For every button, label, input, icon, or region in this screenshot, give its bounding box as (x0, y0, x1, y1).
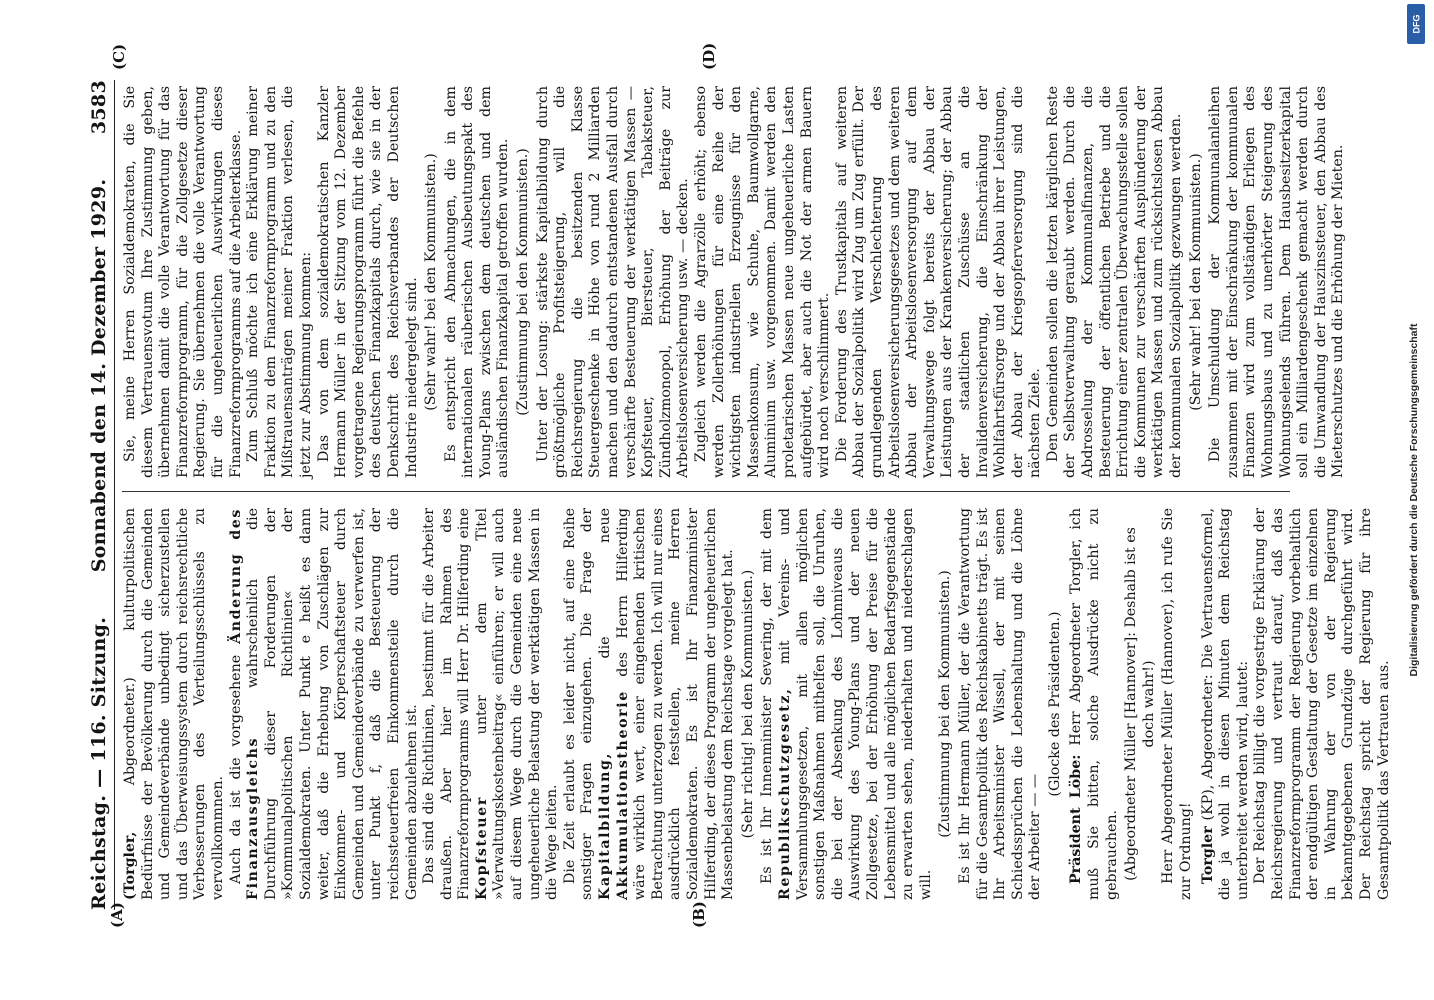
paragraph-text: kulturpolitischen Bedürfnisse der Bevölkerung durch die Gemeinden und Gemeindeverbände unbedingt sicherzustellen und das Überweisungssystem durch reichsrechtliche Verbesserungen des Verteilungsschlüssels zu vervollkommnen. (122, 507, 226, 900)
column-divider (122, 491, 1290, 492)
margin-mark-b: (B) (690, 901, 708, 928)
interjection: (Sehr richtig! bei den Kommunisten.) (739, 569, 756, 839)
interjection: (Abgeordneter Müller [Hannover]: Deshalb ist es doch wahr!) (1123, 527, 1157, 881)
text-run: Es ist Ihr Innenminister Severing, der mit dem (759, 508, 776, 884)
emphasis: Änderung des Finanzausgleichs (227, 507, 262, 900)
paragraph (421, 508, 562, 900)
speaker-name: Torgler (1199, 826, 1216, 884)
speaker-name: Präsident Löbe: (1068, 754, 1085, 884)
text-run: wahrscheinlich die Durchführung dieser Forderungen der »Kommunalpolitischen Richtlinien« der Sozialdemokraten. Unter Punkt e heißt es dann weiter, daß die Erhebung von Zuschlägen zur Einkommen- und Körperschaftsteuer durch Gemeinden und Gemeindeverbände zu verwerfen ist, unter Punkt f, daß die Besteuerung der reichssteuerfreien Einkommensteile durch die Gemeinden abzulehnen ist. (245, 507, 420, 900)
text-run: des Herrn Hilferding wäre wirklich wert, einer eingehenden kritischen Betrachtung unterzogen zu werden. Ich will nur eines ausdrücklich feststellen, meine Herren Sozialdemokraten. Es ist Ihr Finanzminister Hilferding, der dieses Programm der ungeheuerlichen Massenbelastung dem Reichstage vorgelegt hat. (614, 507, 737, 900)
paragraph: Den Gemeinden sollen die letzten kärglichen Reste der Selbstverwaltung geraubt werden. Durch die Abdrosselung der Kommunalfinanzen, die Besteuerung der öffentlichen Betriebe und die Errichtung einer zentralen Überwachungsstelle sollen die Kommunen zur verschärften Ausplünderung der werktätigen Massen und zum rücksichtslosen Abbau der kommunalen Sozialpolitik gezwungen werden. (1044, 86, 1185, 478)
margin-mark-a: (A) (108, 902, 126, 928)
paragraph (228, 508, 422, 900)
interjection: (Glocke des Präsidenten.) (1046, 611, 1063, 797)
text-run: (KP), Abgeordneter: Die Vertrauensformel, die ja wohl in diesen Minuten dem Reichstag unterbreitet werden wird, lautet: (1199, 507, 1251, 900)
interjection: (Zustimmung bei den Kommunisten.) (515, 148, 532, 416)
speaker-name: (Torgler, (122, 831, 138, 900)
emphasis: Kapitalbildung, (597, 751, 614, 900)
paragraph: Unter der Losung: stärkste Kapitalbildung durch größtmögliche Profitsteigerung, will die Reichsregierung die besitzenden Klasse Steuergeschenke in Höhe von rund 2 Milliarden machen und den dadurch entstandenen Ausfall durch verschärfte Besteuerung der werktätigen Massen — Kopfsteuer, Biersteuer, Tabaksteuer, Zündholzmonopol, Erhöhung der Beiträge zur Arbeitslosenversicherung usw. — decken. (534, 86, 692, 478)
page-number: 3583 (88, 80, 110, 135)
left-column (122, 508, 1393, 900)
paragraph: Das von dem sozialdemokratischen Kanzler Hermann Müller in der Sitzung vom 12. Dezember vorgetragene Regierungsprogramm führt die Befehle des deutschen Finanzkapitals durch, wie sie in der Denkschrift des Reichsverbandes der Deutschen Industrie niedergelegt sind. (315, 86, 420, 478)
speaker-role: Abgeordneter.) (122, 677, 138, 786)
text-run: Auch da ist die vorgesehene (227, 654, 244, 884)
text-run: Das sind die Richtlinien, bestimmt für die Arbeiter draußen. Aber hier im Rahmen des Finanzreformprogramms will Herr Dr. Hilferding eine (421, 508, 473, 900)
margin-mark-d: (D) (700, 42, 718, 70)
paragraph: Die Umschuldung der Kommunalanleihen zusammen mit der Einschränkung der kommunalen Finanzen wird zum vollständigen Erliegen des Wohnungsbaus und zu unerhörter Steigerung des Wohnungselends führen. Dem Hausbesitzerkapital soll ein Milliardengeschenk gemacht werden durch die Umwandlung der Hauszinssteuer, den Abbau des Mieterschutzes und die Erhöhung der Mieten. (1207, 86, 1347, 478)
interjection: (Sehr wahr! bei den Kommunisten.) (423, 153, 440, 411)
text-run: die neue (597, 507, 614, 659)
paragraph: Zum Schluß möchte ich eine Erklärung meiner Fraktion zu dem Finanzreformprogramm und zu den Mißtrauensanträgen meiner Fraktion verlesen, die jetzt zur Abstimmung kommen: (245, 86, 314, 478)
side-note (1402, 0, 1426, 1000)
paragraph (1200, 508, 1253, 900)
emphasis: Republikschutzgesetz, (776, 687, 793, 900)
text-run: unter dem Titel »Verwaltungskostenbeitrag« einführen; er will auch auf diesem Wege durch die Gemeinden eine neue ungeheuerliche Belastung der werktätigen Massen in die Wege leiten. (473, 508, 561, 900)
paragraph (759, 508, 935, 900)
text-run: Herr Abgeordneter Torgler, ich muß Sie bitten, solche Ausdrücke nicht zu gebrauchen. (1068, 507, 1120, 900)
right-column (122, 86, 1348, 478)
header-date: Sonnabend den 14. Dezember 1929. (88, 178, 110, 573)
paragraph (562, 508, 738, 900)
text-run: mit Vereins- und Versammlungsgesetzen, mit allen möglichen sonstigen Maßnahmen mithelfen soll, die Unruhen, die bei der Absenkung des Lohnniveaus die Auswirkung des Young-Plans und der neuen Zollgesetze, bei der Erhöhung der Preise für die Lebensmittel und alle möglichen Bedarfsgegenstände zu erwarten sehen, niederhalten und niederschlagen will. (776, 508, 934, 900)
emphasis: Kopfsteuer (473, 796, 490, 900)
interjection: (Zustimmung bei den Kommunisten.) (937, 570, 954, 838)
paragraph: Herr Abgeordneter Müller (Hannover), ich rufe Sie zur Ordnung! (1160, 508, 1195, 900)
paragraph (1068, 508, 1121, 900)
margin-mark-c: (C) (110, 43, 128, 70)
quoted-motion: Der Reichstag billigt die vorgestrige Erklärung der Reichsregierung und vertraut darauf, daß das Finanzreformprogramm der Regierung vorbehaltlich der endgültigen Gestaltung der Gesetze im einzelnen in Wahrung der von der Regierung bekanntgegebenen Grundzüge durchgeführt wird. Der Reichstag spricht der Regierung für ihre Gesamtpolitik das Vertrauen aus. (1252, 508, 1392, 900)
paragraph (122, 508, 228, 900)
header-left: Reichstag. — 116. Sitzung. (88, 616, 110, 910)
paragraph: Es ist Ihr Hermann Müller, der die Verantwortung für die Gesamtpolitik des Reichskabinetts trägt. Es ist Ihr Arbeitsminister Wissell, der mit seinen Schiedssprüchen die Lebenshaltung und die Löhne der Arbeiter — — (956, 508, 1044, 900)
paragraph: Sie, meine Herren Sozialdemokraten, die Sie diesem Vertrauensvotum Ihre Zustimmung geben, übernehmen damit die volle Verantwortung für das Finanzreformprogramm, für die Zollgesetze dieser Regierung. Sie übernehmen die volle Verantwortung für die ungeheuerlichen Auswirkungen dieses Finanzreformprogramms auf die Arbeiterklasse. (122, 86, 244, 478)
interjection: (Sehr wahr! bei den Kommunisten.) (1187, 153, 1204, 411)
running-head (88, 80, 115, 910)
paragraph: Zugleich werden die Agrarzölle erhöht; ebenso werden Zollerhöhungen für eine Reihe der wichtigsten industriellen Erzeugnisse für den Massenkonsum, wie Schuhe, Baumwollgarne, Aluminium usw. vorgenommen. Damit werden den proletarischen Massen neue ungeheuerliche Lasten aufgebürdet, aber auch die Not der armen Bauern wird noch verschlimmert. (693, 86, 833, 478)
text-run: Die Zeit erlaubt es leider nicht, auf eine Reihe sonstiger Fragen einzugehen. Die Frage der (561, 508, 596, 900)
paragraph: Die Forderung des Trustkapitals auf weiteren Abbau der Sozialpolitik wird Zug um Zug erfüllt. Der grundlegenden Verschlechterung des Arbeitslosenversicherungsgesetzes und dem weiteren Abbau der Arbeitslosenversorgung auf dem Verwaltungswege folgt bereits der Abbau der Leistungen aus der Krankenversicherung; der Abbau der staatlichen Zuschüsse an die Invalidenversicherung, die Einschränkung der Wohlfahrtsfürsorge und der Abbau ihrer Leistungen, der Abbau der Kriegsopferversorgung sind die nächsten Ziele. (833, 86, 1044, 478)
paragraph: Es entspricht den Abmachungen, die in dem internationalen räuberischen Ausbeutungspakt des Young-Plans zwischen dem deutschen und dem ausländischen Finanzkapital getroffen wurden. (442, 86, 512, 478)
emphasis: Akkumulationstheorie (614, 690, 631, 900)
logo-text: DFG (1411, 14, 1421, 34)
side-note-text: Digitalisierung gefördert durch die Deutsche Forschungsgemeinschaft (1408, 323, 1420, 677)
